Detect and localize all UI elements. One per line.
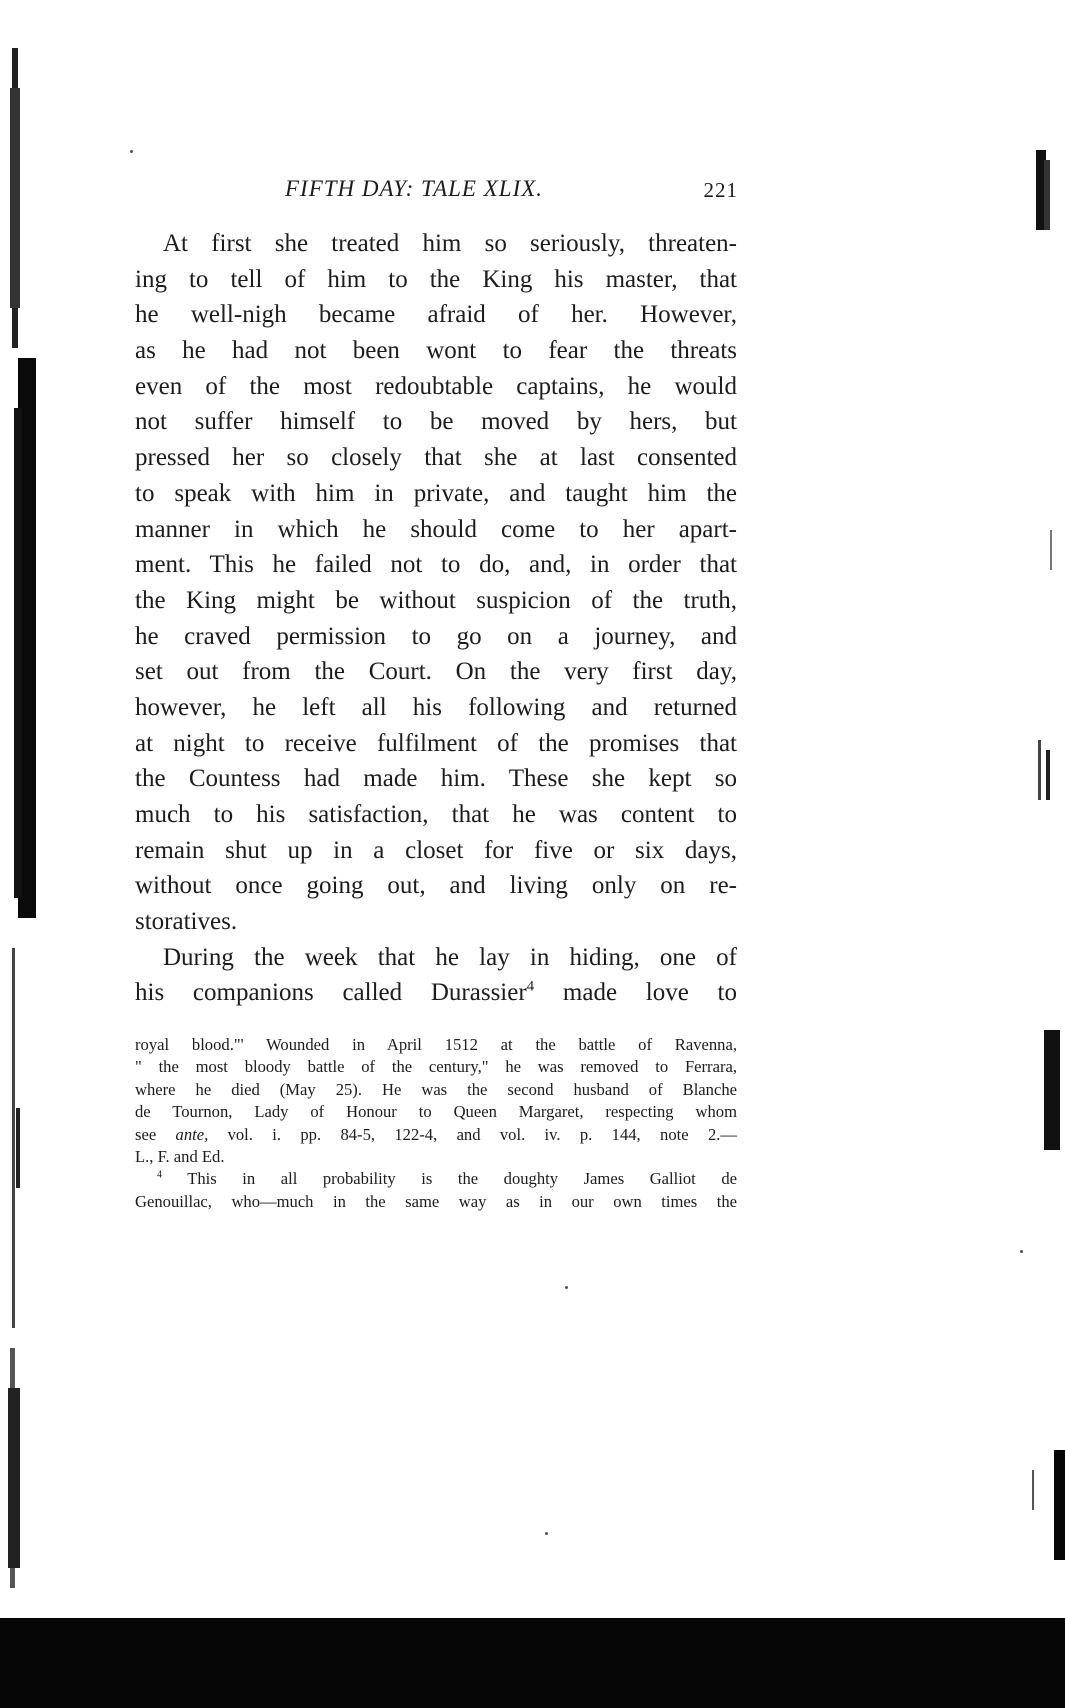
text-line: to speak with him in private, and taught him the: [135, 479, 737, 507]
text-line: he craved permission to go on a journey, and: [135, 622, 737, 650]
text-fragment: his companions called Durassier: [135, 979, 527, 1007]
text-line: manner in which he should come to her apart-: [135, 515, 737, 543]
text-line: not suffer himself to be moved by hers, but: [135, 408, 737, 436]
text-fragment: vol. i. pp. 84-5, 122-4, and vol. iv. p. 144, note 2.—: [208, 1124, 737, 1144]
text-line: he well-nigh became afraid of her. However,: [135, 301, 737, 329]
text-line: ment. This he failed not to do, and, in order that: [135, 551, 737, 579]
text-line: the Countess had made him. These she kept so: [135, 765, 737, 793]
footnote-line: where he died (May 25). He was the second husband of Blanche: [135, 1079, 737, 1099]
text-line: storatives.: [135, 908, 238, 936]
text-line: remain shut up in a closet for five or six days,: [135, 836, 737, 864]
footnote-line: de Tournon, Lady of Honour to Queen Margaret, respecting whom: [135, 1102, 737, 1122]
text-line: pressed her so closely that she at last consented: [135, 444, 737, 472]
text-fragment: made love to: [534, 979, 737, 1007]
footnote-reference: 4: [526, 979, 535, 996]
scan-speck: [130, 150, 133, 153]
text-fragment: see: [135, 1124, 176, 1144]
scan-edge-left: [8, 48, 38, 1588]
page-number: 221: [703, 178, 738, 202]
footnote-line: Genouillac, who—much in the same way as in our own times the: [135, 1191, 737, 1211]
running-head: [130, 176, 738, 212]
text-line: without once going out, and living only on re-: [135, 872, 737, 900]
scan-speck: [565, 1286, 568, 1289]
footnotes: [135, 1034, 737, 1213]
text-line: set out from the Court. On the very first day,: [135, 658, 737, 686]
scan-speck: [545, 1532, 548, 1535]
text-line: much to his satisfaction, that he was content to: [135, 801, 737, 828]
text-line: however, he left all his following and returned: [135, 693, 737, 721]
text-line: ing to tell of him to the King his master, that: [135, 265, 737, 293]
text-line: [135, 975, 737, 1011]
text-line: During the week that he lay in hiding, one of: [163, 943, 737, 971]
footnote-line: [135, 1168, 737, 1190]
footnote-line: royal blood."' Wounded in April 1512 at the battle of Ravenna,: [135, 1035, 737, 1054]
body-text: [135, 226, 737, 1011]
footnote-line: L., F. and Ed.: [135, 1146, 225, 1166]
text-fragment: This in all probability is the doughty James Galliot de: [161, 1169, 737, 1189]
running-head-title: FIFTH DAY: TALE XLIX.: [285, 176, 544, 201]
footnote-line: [135, 1124, 737, 1146]
scan-bottom-band: [0, 1618, 1065, 1708]
text-line: as he had not been wont to fear the threats: [135, 337, 737, 365]
text-line: At first she treated him so seriously, threaten-: [163, 230, 737, 257]
text-fragment-italic: ante,: [175, 1124, 209, 1144]
text-line: even of the most redoubtable captains, he would: [135, 372, 737, 400]
text-line: the King might be without suspicion of the truth,: [135, 586, 737, 614]
text-line: at night to receive fulfilment of the promises that: [135, 729, 737, 757]
scan-speck: [1020, 1250, 1023, 1253]
scan-edge-right: [1030, 150, 1065, 1600]
footnote-line: " the most bloody battle of the century," he was removed to Ferrara,: [135, 1057, 737, 1077]
footnote-marker: 4: [157, 1169, 162, 1181]
